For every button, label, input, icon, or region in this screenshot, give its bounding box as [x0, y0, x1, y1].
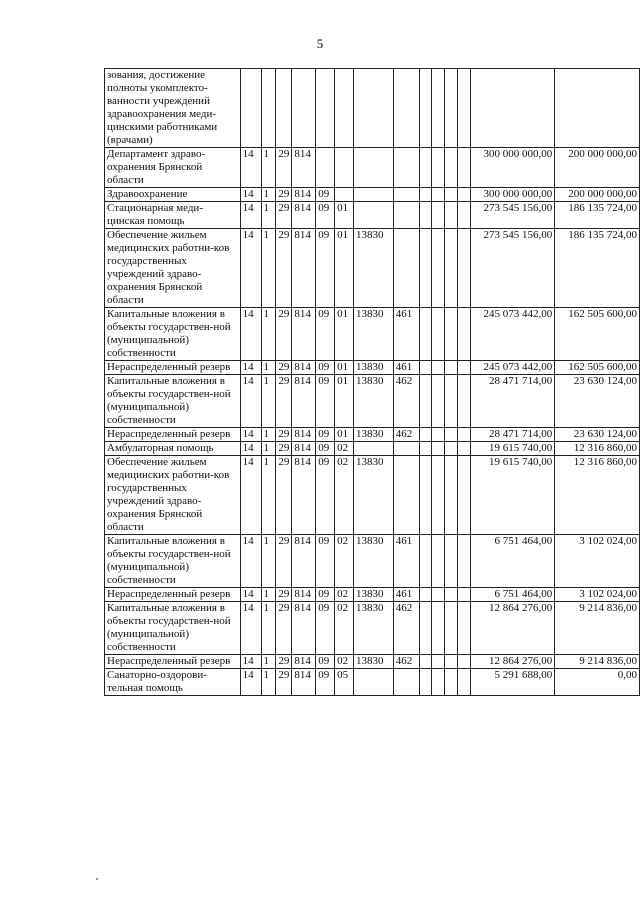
- cell-code-8: 462: [393, 375, 419, 428]
- cell-code-2: 1: [261, 148, 276, 188]
- cell-code-2: 1: [261, 428, 276, 442]
- cell-empty: [445, 308, 458, 361]
- cell-amount-2: 186 135 724,00: [555, 202, 640, 229]
- cell-code-6: 01: [335, 202, 354, 229]
- cell-code-4: 814: [292, 602, 316, 655]
- cell-empty: [457, 588, 470, 602]
- cell-code-7: 13830: [354, 229, 394, 308]
- cell-empty: [432, 655, 445, 669]
- cell-empty: [445, 69, 458, 148]
- cell-code-2: 1: [261, 202, 276, 229]
- cell-code-7: [354, 442, 394, 456]
- table-row: [105, 188, 640, 202]
- cell-code-3: 29: [276, 456, 292, 535]
- cell-code-1: 14: [240, 308, 261, 361]
- cell-code-2: 1: [261, 535, 276, 588]
- cell-amount-2: 9 214 836,00: [555, 655, 640, 669]
- cell-amount-1: 19 615 740,00: [470, 442, 555, 456]
- cell-code-1: 14: [240, 588, 261, 602]
- row-name: Стационарная меди-цинская помощь: [105, 202, 241, 229]
- cell-code-6: 01: [335, 428, 354, 442]
- cell-empty: [445, 535, 458, 588]
- cell-code-8: [393, 442, 419, 456]
- cell-empty: [457, 375, 470, 428]
- cell-code-6: 02: [335, 442, 354, 456]
- cell-empty: [457, 361, 470, 375]
- cell-code-3: 29: [276, 428, 292, 442]
- cell-code-1: 14: [240, 202, 261, 229]
- table-row: [105, 442, 640, 456]
- table-row: [105, 148, 640, 188]
- cell-code-7: 13830: [354, 456, 394, 535]
- cell-code-7: [354, 148, 394, 188]
- cell-code-5: 09: [316, 456, 335, 535]
- cell-empty: [432, 188, 445, 202]
- row-name: Капитальные вложения в объекты государствен-ной (муниципальной) собственности: [105, 602, 241, 655]
- cell-code-3: 29: [276, 308, 292, 361]
- cell-code-3: 29: [276, 602, 292, 655]
- cell-empty: [457, 69, 470, 148]
- cell-empty: [419, 588, 432, 602]
- cell-code-6: 05: [335, 669, 354, 696]
- cell-amount-2: 12 316 860,00: [555, 442, 640, 456]
- cell-code-5: 09: [316, 202, 335, 229]
- budget-table: [104, 68, 640, 696]
- cell-empty: [457, 535, 470, 588]
- cell-code-7: 13830: [354, 361, 394, 375]
- cell-code-4: 814: [292, 655, 316, 669]
- cell-code-3: 29: [276, 535, 292, 588]
- cell-empty: [419, 602, 432, 655]
- cell-amount-1: 12 864 276,00: [470, 602, 555, 655]
- cell-amount-1: [470, 69, 555, 148]
- cell-code-8: [393, 148, 419, 188]
- cell-empty: [432, 428, 445, 442]
- cell-code-7: [354, 69, 394, 148]
- cell-code-1: 14: [240, 188, 261, 202]
- scan-speck: [96, 878, 98, 880]
- cell-code-3: 29: [276, 655, 292, 669]
- cell-empty: [445, 456, 458, 535]
- cell-code-5: 09: [316, 535, 335, 588]
- cell-empty: [445, 428, 458, 442]
- cell-empty: [419, 148, 432, 188]
- cell-amount-2: 12 316 860,00: [555, 456, 640, 535]
- cell-code-4: 814: [292, 148, 316, 188]
- cell-empty: [457, 456, 470, 535]
- cell-empty: [419, 188, 432, 202]
- cell-code-5: 09: [316, 188, 335, 202]
- cell-code-7: 13830: [354, 655, 394, 669]
- cell-code-1: 14: [240, 375, 261, 428]
- cell-code-4: 814: [292, 535, 316, 588]
- cell-code-3: 29: [276, 188, 292, 202]
- cell-code-4: 814: [292, 442, 316, 456]
- cell-code-2: 1: [261, 375, 276, 428]
- cell-empty: [419, 535, 432, 588]
- cell-code-3: [276, 69, 292, 148]
- cell-code-5: 09: [316, 308, 335, 361]
- cell-code-2: 1: [261, 669, 276, 696]
- table-row: [105, 655, 640, 669]
- cell-empty: [432, 361, 445, 375]
- cell-amount-2: 186 135 724,00: [555, 229, 640, 308]
- cell-code-4: 814: [292, 361, 316, 375]
- page-number: 5: [316, 36, 324, 51]
- cell-empty: [445, 148, 458, 188]
- table-row: [105, 375, 640, 428]
- cell-code-3: 29: [276, 229, 292, 308]
- table-row: [105, 588, 640, 602]
- cell-empty: [432, 148, 445, 188]
- cell-code-2: 1: [261, 361, 276, 375]
- cell-empty: [432, 456, 445, 535]
- table-row: [105, 229, 640, 308]
- cell-code-4: 814: [292, 588, 316, 602]
- cell-code-1: 14: [240, 669, 261, 696]
- cell-empty: [432, 229, 445, 308]
- cell-code-2: 1: [261, 588, 276, 602]
- cell-code-3: 29: [276, 148, 292, 188]
- cell-empty: [445, 442, 458, 456]
- cell-empty: [432, 669, 445, 696]
- cell-code-6: 01: [335, 361, 354, 375]
- table-row: [105, 669, 640, 696]
- cell-code-6: 01: [335, 229, 354, 308]
- cell-code-7: 13830: [354, 602, 394, 655]
- cell-empty: [457, 428, 470, 442]
- table-row: [105, 361, 640, 375]
- cell-code-4: 814: [292, 375, 316, 428]
- row-name: Обеспечение жильем медицинских работни-ков государственных учреждений здраво-охранения Брянской области: [105, 456, 241, 535]
- cell-code-2: 1: [261, 188, 276, 202]
- cell-empty: [457, 442, 470, 456]
- table-row: [105, 69, 640, 148]
- cell-empty: [419, 456, 432, 535]
- cell-amount-2: 200 000 000,00: [555, 148, 640, 188]
- cell-code-8: 461: [393, 588, 419, 602]
- table-row: [105, 428, 640, 442]
- row-name: Капитальные вложения в объекты государствен-ной (муниципальной) собственности: [105, 375, 241, 428]
- cell-code-3: 29: [276, 375, 292, 428]
- cell-empty: [432, 375, 445, 428]
- cell-empty: [445, 655, 458, 669]
- cell-code-6: [335, 188, 354, 202]
- cell-code-6: 01: [335, 308, 354, 361]
- cell-empty: [457, 229, 470, 308]
- cell-code-6: [335, 148, 354, 188]
- cell-code-7: 13830: [354, 588, 394, 602]
- cell-code-4: 814: [292, 229, 316, 308]
- cell-code-6: 02: [335, 602, 354, 655]
- cell-code-1: 14: [240, 602, 261, 655]
- cell-code-3: 29: [276, 202, 292, 229]
- cell-amount-2: 0,00: [555, 669, 640, 696]
- cell-code-1: 14: [240, 148, 261, 188]
- cell-empty: [445, 361, 458, 375]
- cell-code-2: 1: [261, 456, 276, 535]
- cell-amount-1: 28 471 714,00: [470, 428, 555, 442]
- cell-code-2: 1: [261, 229, 276, 308]
- cell-amount-1: 28 471 714,00: [470, 375, 555, 428]
- cell-amount-1: 5 291 688,00: [470, 669, 555, 696]
- cell-code-1: [240, 69, 261, 148]
- cell-empty: [457, 602, 470, 655]
- row-name: Нераспределенный резерв: [105, 361, 241, 375]
- cell-code-7: 13830: [354, 375, 394, 428]
- cell-code-2: [261, 69, 276, 148]
- cell-code-7: 13830: [354, 535, 394, 588]
- row-name: Амбулаторная помощь: [105, 442, 241, 456]
- table-row: [105, 456, 640, 535]
- cell-amount-1: 300 000 000,00: [470, 148, 555, 188]
- cell-code-8: [393, 69, 419, 148]
- cell-code-2: 1: [261, 602, 276, 655]
- row-name: зования, достижение полноты укомплекто-ванности учреждений здравоохранения меди-цинскими работниками (врачами): [105, 69, 241, 148]
- cell-empty: [445, 229, 458, 308]
- row-name: Департамент здраво-охранения Брянской области: [105, 148, 241, 188]
- table-row: [105, 602, 640, 655]
- cell-code-5: 09: [316, 669, 335, 696]
- cell-amount-2: 9 214 836,00: [555, 602, 640, 655]
- cell-amount-1: 273 545 156,00: [470, 202, 555, 229]
- cell-empty: [432, 602, 445, 655]
- cell-code-8: 462: [393, 655, 419, 669]
- cell-empty: [457, 202, 470, 229]
- cell-empty: [445, 588, 458, 602]
- cell-code-6: 01: [335, 375, 354, 428]
- table-row: [105, 308, 640, 361]
- cell-amount-1: 19 615 740,00: [470, 456, 555, 535]
- cell-code-5: 09: [316, 442, 335, 456]
- cell-code-7: 13830: [354, 308, 394, 361]
- cell-code-5: 09: [316, 375, 335, 428]
- row-name: Нераспределенный резерв: [105, 588, 241, 602]
- cell-code-6: 02: [335, 456, 354, 535]
- cell-code-8: 461: [393, 535, 419, 588]
- cell-code-1: 14: [240, 229, 261, 308]
- cell-code-8: [393, 188, 419, 202]
- cell-code-8: [393, 202, 419, 229]
- cell-code-1: 14: [240, 456, 261, 535]
- cell-code-5: 09: [316, 588, 335, 602]
- cell-empty: [457, 669, 470, 696]
- cell-code-4: 814: [292, 456, 316, 535]
- cell-empty: [419, 669, 432, 696]
- cell-code-7: [354, 669, 394, 696]
- cell-empty: [445, 202, 458, 229]
- cell-code-8: 462: [393, 602, 419, 655]
- cell-code-2: 1: [261, 442, 276, 456]
- cell-amount-2: 200 000 000,00: [555, 188, 640, 202]
- row-name: Санаторно-оздорови-тельная помощь: [105, 669, 241, 696]
- cell-amount-1: 12 864 276,00: [470, 655, 555, 669]
- cell-code-7: [354, 202, 394, 229]
- cell-amount-1: 6 751 464,00: [470, 588, 555, 602]
- cell-code-1: 14: [240, 361, 261, 375]
- cell-code-5: 09: [316, 602, 335, 655]
- cell-code-1: 14: [240, 442, 261, 456]
- cell-empty: [419, 69, 432, 148]
- cell-code-3: 29: [276, 361, 292, 375]
- cell-empty: [445, 188, 458, 202]
- cell-amount-2: 162 505 600,00: [555, 308, 640, 361]
- row-name: Капитальные вложения в объекты государствен-ной (муниципальной) собственности: [105, 535, 241, 588]
- cell-empty: [445, 375, 458, 428]
- cell-amount-2: [555, 69, 640, 148]
- cell-empty: [419, 308, 432, 361]
- cell-code-3: 29: [276, 588, 292, 602]
- cell-empty: [432, 69, 445, 148]
- cell-code-8: 462: [393, 428, 419, 442]
- cell-code-6: 02: [335, 655, 354, 669]
- cell-code-5: 09: [316, 428, 335, 442]
- cell-amount-1: 273 545 156,00: [470, 229, 555, 308]
- cell-code-1: 14: [240, 535, 261, 588]
- cell-empty: [457, 148, 470, 188]
- cell-amount-2: 23 630 124,00: [555, 375, 640, 428]
- cell-code-2: 1: [261, 308, 276, 361]
- cell-code-5: [316, 69, 335, 148]
- cell-code-4: [292, 69, 316, 148]
- cell-amount-1: 300 000 000,00: [470, 188, 555, 202]
- cell-code-1: 14: [240, 428, 261, 442]
- cell-code-6: 02: [335, 588, 354, 602]
- cell-code-6: [335, 69, 354, 148]
- cell-code-6: 02: [335, 535, 354, 588]
- cell-empty: [457, 188, 470, 202]
- cell-code-4: 814: [292, 308, 316, 361]
- cell-empty: [445, 602, 458, 655]
- cell-empty: [419, 375, 432, 428]
- cell-code-8: [393, 669, 419, 696]
- cell-code-3: 29: [276, 669, 292, 696]
- cell-amount-1: 245 073 442,00: [470, 361, 555, 375]
- cell-code-2: 1: [261, 655, 276, 669]
- cell-empty: [419, 361, 432, 375]
- cell-empty: [432, 588, 445, 602]
- cell-amount-1: 6 751 464,00: [470, 535, 555, 588]
- cell-amount-2: 3 102 024,00: [555, 588, 640, 602]
- cell-empty: [419, 655, 432, 669]
- cell-code-8: [393, 456, 419, 535]
- row-name: Нераспределенный резерв: [105, 655, 241, 669]
- row-name: Капитальные вложения в объекты государствен-ной (муниципальной) собственности: [105, 308, 241, 361]
- cell-empty: [445, 669, 458, 696]
- cell-code-4: 814: [292, 188, 316, 202]
- cell-code-5: 09: [316, 655, 335, 669]
- cell-amount-1: 245 073 442,00: [470, 308, 555, 361]
- table-row: [105, 202, 640, 229]
- row-name: Обеспечение жильем медицинских работни-ков государственных учреждений здраво-охранения Брянской области: [105, 229, 241, 308]
- row-name: Здравоохранение: [105, 188, 241, 202]
- cell-code-4: 814: [292, 669, 316, 696]
- cell-amount-2: 3 102 024,00: [555, 535, 640, 588]
- cell-empty: [432, 442, 445, 456]
- cell-empty: [419, 202, 432, 229]
- cell-empty: [432, 202, 445, 229]
- cell-amount-2: 162 505 600,00: [555, 361, 640, 375]
- cell-code-7: [354, 188, 394, 202]
- cell-code-4: 814: [292, 202, 316, 229]
- table-row: [105, 535, 640, 588]
- cell-code-1: 14: [240, 655, 261, 669]
- cell-amount-2: 23 630 124,00: [555, 428, 640, 442]
- cell-empty: [432, 535, 445, 588]
- cell-code-5: 09: [316, 229, 335, 308]
- cell-empty: [419, 428, 432, 442]
- cell-empty: [419, 442, 432, 456]
- cell-code-8: [393, 229, 419, 308]
- cell-empty: [419, 229, 432, 308]
- cell-code-3: 29: [276, 442, 292, 456]
- cell-empty: [432, 308, 445, 361]
- cell-code-4: 814: [292, 428, 316, 442]
- cell-code-7: 13830: [354, 428, 394, 442]
- cell-code-5: [316, 148, 335, 188]
- cell-code-8: 461: [393, 308, 419, 361]
- cell-code-8: 461: [393, 361, 419, 375]
- row-name: Нераспределенный резерв: [105, 428, 241, 442]
- cell-empty: [457, 308, 470, 361]
- cell-code-5: 09: [316, 361, 335, 375]
- cell-empty: [457, 655, 470, 669]
